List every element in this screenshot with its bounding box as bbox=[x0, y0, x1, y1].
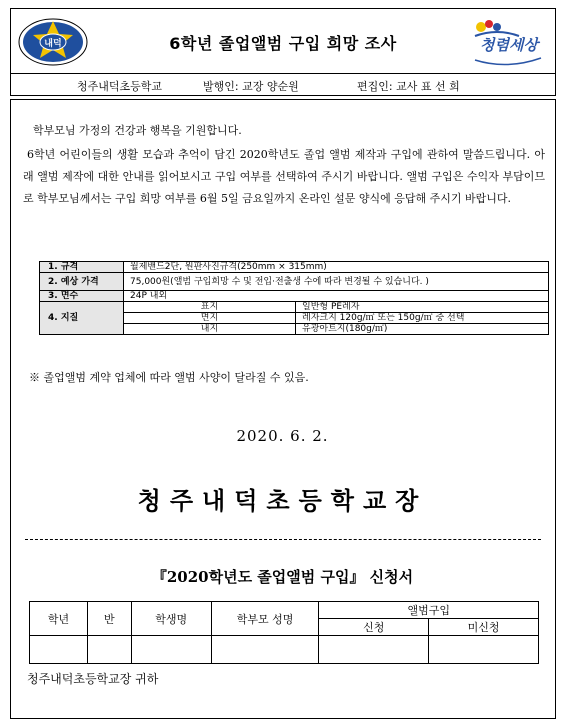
integrity-world-logo-icon bbox=[467, 14, 549, 72]
spec-value: 월제밴드2단, 원판사진규격(250mm × 315mm) bbox=[124, 262, 549, 273]
principal-signature: 청주내덕초등학교장 bbox=[137, 486, 428, 515]
purchase-header: 앨범구입 bbox=[319, 602, 539, 619]
apply-header: 신청 bbox=[319, 619, 429, 636]
publisher: 발행인: 교장 양순원 bbox=[203, 80, 299, 93]
publication-info-bar bbox=[10, 74, 556, 96]
paper-part: 표지 bbox=[124, 302, 296, 313]
spec-label: 1. 규격 bbox=[40, 262, 124, 273]
spec-row bbox=[40, 262, 549, 273]
paper-value: 레자크지 120g/㎡ 또는 150g/㎡ 중 선택 bbox=[296, 313, 549, 324]
spec-label: 4. 지질 bbox=[40, 302, 124, 335]
spec-label: 3. 면수 bbox=[40, 291, 124, 302]
student-name-cell[interactable] bbox=[131, 636, 211, 664]
form-entry-row bbox=[30, 636, 539, 664]
notice-paragraph: 6학년 어린이들의 생활 모습과 추억이 담긴 2020학년도 졸업 앨범 제작과 구입에 관하여 말씀드립니다. 아래 앨범 제작에 대한 안내를 읽어보시고 구입 여부를 선택하여 주시기 바랍니다. 앨범 구입은 수익자 부담이므로 학부모님께서는 구입 희망 여부를 6월 5일 금요일까지 온라인 설문 양식에 응답해 주시기 바랍니다. bbox=[23, 148, 545, 205]
school-emblem-icon bbox=[17, 17, 89, 67]
cut-line-divider bbox=[25, 539, 541, 540]
apply-cell[interactable] bbox=[319, 636, 429, 664]
emblem-text: 내덕 bbox=[44, 39, 62, 49]
class-header: 반 bbox=[87, 602, 131, 636]
greeting-paragraph: 학부모님 가정의 건강과 행복을 기원합니다. bbox=[33, 124, 242, 137]
paper-part: 내지 bbox=[124, 324, 296, 335]
spec-row bbox=[40, 302, 549, 313]
application-form-table bbox=[29, 601, 539, 664]
parent-name-cell[interactable] bbox=[211, 636, 319, 664]
student-name-header: 학생명 bbox=[131, 602, 211, 636]
not-apply-cell[interactable] bbox=[429, 636, 539, 664]
spec-note: ※ 졸업앨범 계약 업체에 따라 앨범 사양이 달라질 수 있음. bbox=[29, 371, 309, 384]
content-frame bbox=[10, 99, 556, 719]
class-cell[interactable] bbox=[87, 636, 131, 664]
issue-date: 2020. 6. 2. bbox=[236, 427, 329, 445]
spec-value: 24P 내외 bbox=[124, 291, 549, 302]
integrity-logo-text: 청렴세상 bbox=[480, 36, 538, 54]
grade-cell[interactable] bbox=[30, 636, 88, 664]
not-apply-header: 미신청 bbox=[429, 619, 539, 636]
newsletter-header bbox=[10, 8, 556, 74]
spec-row bbox=[40, 273, 549, 291]
application-form-title: 『2020학년도 졸업앨범 구입』 신청서 bbox=[151, 568, 414, 586]
paper-value: 유광아트지(180g/㎡) bbox=[296, 324, 549, 335]
form-header-row bbox=[30, 602, 539, 619]
school-name: 청주내덕초등학교 bbox=[77, 80, 163, 93]
editor: 편집인: 교사 표 선 희 bbox=[357, 80, 460, 93]
spec-row bbox=[40, 291, 549, 302]
spec-value: 75,000원(앨범 구입희망 수 및 전입·전출생 수에 따라 변경될 수 있습니다. ) bbox=[124, 273, 549, 291]
spec-label: 2. 예상 가격 bbox=[40, 273, 124, 291]
paper-part: 면지 bbox=[124, 313, 296, 324]
page-title: 6학년 졸업앨범 구입 희망 조사 bbox=[169, 34, 397, 53]
parent-name-header: 학부모 성명 bbox=[211, 602, 319, 636]
album-spec-table bbox=[39, 261, 549, 335]
addressee: 청주내덕초등학교장 귀하 bbox=[27, 672, 159, 686]
paper-value: 일반형 PE레자 bbox=[296, 302, 549, 313]
grade-header: 학년 bbox=[30, 602, 88, 636]
